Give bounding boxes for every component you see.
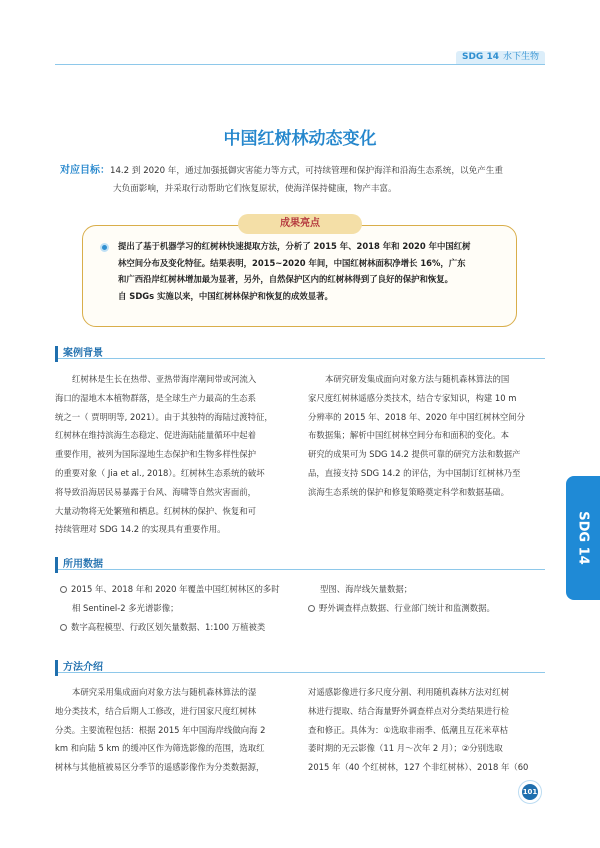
paragraph-line: 持续管理对 SDG 14.2 的实现具有重要作用。 [55,524,226,535]
page-number: 101 [522,784,538,800]
sdg-badge [456,51,545,64]
highlights-line: 提出了基于机器学习的红树林快速提取方法，分析了 2015 年、2018 年和 2020 年中国红树 [118,241,471,251]
circle-bullet-icon [60,624,67,631]
paragraph-line: 本研究研发集成面向对象方法与随机森林算法的国 [325,374,510,384]
paragraph-line: 本研究采用集成面向对象方法与随机森林算法的湿 [72,687,257,697]
paragraph-line: 分辨率的 2015 年、2018 年、2020 年中国红树林空间分 [308,411,525,422]
paragraph-line: 查和修正。具体为：①选取非雨季、低潮且互花米草枯 [308,724,509,735]
target-block [60,162,550,198]
paragraph-line: 萎时期的无云影像（11 月～次年 2 月）；②分别选取 [308,743,503,754]
section-header-background [55,341,545,359]
data-item: 2015 年、2018 年和 2020 年覆盖中国红树林区的多时 [60,580,280,599]
paragraph-line: km 和向陆 5 km 的缓冲区作为筛选影像的范围，选取红 [55,743,265,754]
highlights-line: 自 SDGs 实施以来，中国红树林保护和恢复的成效显著。 [118,290,333,301]
data-item: 野外调查样点数据、行业部门统计和监测数据。 [308,599,495,618]
data-item-cont: 相 Sentinel-2 多光谱影像； [72,603,179,613]
sdg-badge-main: SDG 14 [461,52,499,62]
paragraph-line: 的重要对象（ Jia et al., 2018）。红树林生态系统的破坏 [55,467,265,478]
paragraph-line: 研究的成果可为 SDG 14.2 提供可靠的研究方法和数据产 [308,449,521,460]
paragraph-line: 品，直接支持 SDG 14.2 的评估，为中国制订红树林乃至 [308,467,521,478]
data-item: 数字高程模型、行政区划矢量数据、1:100 万植被类 [60,618,265,637]
paragraph-line: 布数据集；解析中国红树林空间分布和面积的变化。本 [308,430,509,441]
circle-bullet-icon [60,586,67,593]
paragraph-line: 分类。主要流程包括：根据 2015 年中国海岸线做向海 2 [55,724,266,735]
paragraph-line: 滨海生态系统的保护和修复策略奠定科学和数据基础。 [308,486,509,497]
circle-bullet-icon [308,605,315,612]
data-item-cont: 型图、海岸线矢量数据； [320,584,413,594]
paragraph-line: 海口的湿地木本植物群落，是全球生产力最高的生态系 [55,392,256,403]
section-header-method [55,655,545,673]
paragraph-line: 家尺度红树林遥感分类技术，结合专家知识，构建 10 m [308,392,517,403]
paragraph-line: 对遥感影像进行多尺度分割、利用随机森林方法对红树 [308,687,509,697]
highlights-text [118,238,503,304]
paragraph-line: 树林与其他植被易区分季节的遥感影像作为分类数据源， [55,762,265,773]
sdg-badge-sub: 水下生物 [502,52,539,62]
paragraph-line: 大量动物将无处繁殖和栖息。红树林的保护、恢复和可 [55,505,256,516]
section-title: 方法介绍 [55,660,111,676]
header-rule [55,64,545,65]
method-left-column [55,683,300,777]
target-line-2: 大负面影响，并采取行动帮助它们恢复原状，使海洋保持健康，物产丰富。 [113,184,397,194]
page-title: 中国红树林动态变化 [223,129,377,149]
paragraph-line: 2015 年（40 个红树林，127 个非红树林）、2018 年（60 [308,762,529,773]
paragraph-line: 红树林是生长在热带、亚热带海岸潮间带或河流入 [72,374,257,384]
paragraph-line: 将导致沿海居民易暴露于台风、海啸等自然灾害面前， [55,486,256,497]
method-right-column [308,683,553,777]
paragraph-line: 重要作用，被列为国际湿地生态保护和生物多样性保护 [55,449,256,460]
paragraph-line: 统之一（ 贾明明等, 2021）。由于其独特的海陆过渡特征， [55,411,273,422]
section-title: 所用数据 [55,557,111,573]
target-label: 对应目标： [60,165,110,176]
bullet-icon [100,243,109,252]
background-left-column [55,370,300,539]
paragraph-line: 林进行提取、结合海量野外调查样点对分类结果进行检 [308,705,509,716]
sdg-side-tab [566,476,600,600]
target-line-1: 14.2 到 2020 年，通过加强抵御灾害能力等方式，可持续管理和保护海洋和沿海生态系统，以免产生重 [110,166,503,176]
highlights-line: 林空间分布及变化特征。结果表明，2015~2020 年间，中国红树林面积净增长 16%，广东 [118,257,466,268]
highlights-tab: 成果亮点 [238,214,362,234]
section-header-data [55,552,545,570]
side-tab-label: SDG 14 [575,511,591,565]
section-title: 案例背景 [55,346,111,362]
highlights-line: 和广西沿岸红树林增加最为显著，另外，自然保护区内的红树林得到了良好的保护和恢复。 [118,274,453,284]
background-right-column [308,370,553,502]
paragraph-line: 红树林在维持滨海生态稳定、促进海陆能量循环中起着 [55,430,256,441]
paragraph-line: 地分类技术，结合后期人工修改，进行国家尺度红树林 [55,705,256,716]
